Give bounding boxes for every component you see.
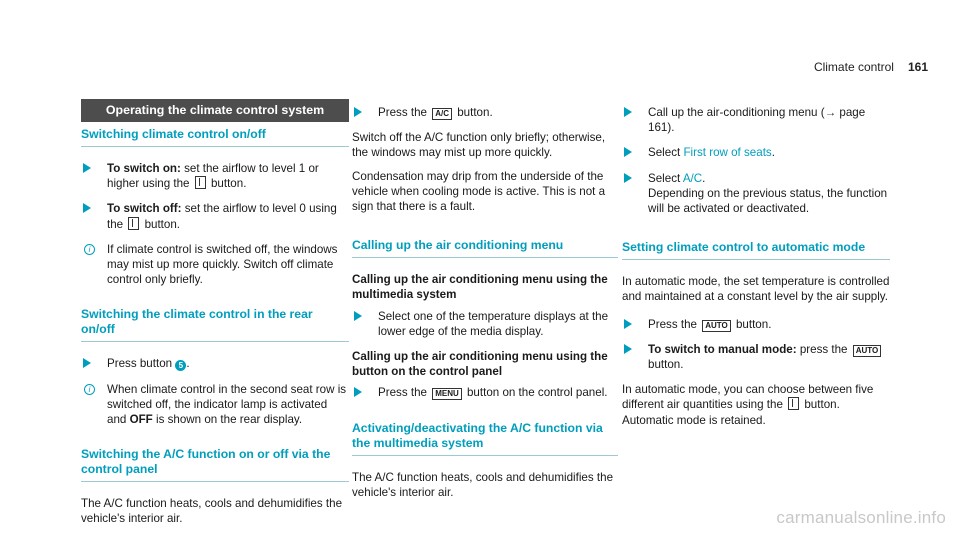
heading-ac-control-panel: Switching the A/C function on or off via the control panel [81,447,349,482]
step-text: button. [141,217,181,231]
step-text: button. [648,358,684,372]
step-text: button. [732,317,772,331]
page-number: 161 [907,60,928,74]
step-arrow-icon [354,311,362,321]
step-arrow-icon [624,344,632,354]
auto-button-icon: AUTO [702,320,731,332]
step-press-button-5 [81,356,349,371]
page-reference: → page 161 [648,106,866,135]
note-text: If climate control is switched off, the windows may mist up more quickly. Switch off climate control only briefly. [107,242,338,287]
step-arrow-icon [83,358,91,368]
step-text: Call up the air-conditioning menu ( [648,106,825,119]
menu-item-first-row: First row of seats [683,146,772,160]
step-text: Select [648,171,683,185]
step-text: Press the [378,106,431,119]
menu-button-icon: MENU [432,388,462,400]
step-manual-mode [622,342,890,372]
fan-button-icon [195,176,206,189]
step-arrow-icon [624,319,632,329]
step-text: set the airflow to level 0 using the [107,202,337,231]
step-text: Select one of the temperature displays at the lower edge of the media display. [378,309,609,338]
page-header [814,60,928,75]
step-arrow-icon [624,107,632,117]
paragraph [622,382,890,428]
paragraph: In automatic mode, the set temperature is controlled and maintained at a constant level by the air supply. [622,275,890,304]
paragraph: The A/C function heats, cools and dehumidifies the vehicle's interior air. [81,497,343,526]
heading-activating-ac-multimedia: Activating/deactivating the A/C function via the multimedia system [352,421,618,456]
auto-button-icon: AUTO [853,345,882,357]
paragraph: Condensation may drip from the underside of the vehicle when cooling mode is active. This is not a sign that there is a fault. [352,169,606,214]
step-text: . [702,171,706,185]
subheading-control-panel: Calling up the air conditioning menu using the button on the control panel [352,350,608,379]
column-2 [352,105,618,508]
step-press-ac [352,105,618,120]
subheading-multimedia: Calling up the air conditioning menu using the multimedia system [352,273,608,302]
step-text: Depending on the previous status, the function will be activated or deactivated. [648,186,888,216]
header-section: Climate control [813,60,894,74]
ac-button-icon: A/C [432,108,452,120]
step-text: press the [796,342,851,356]
column-1 [81,99,349,535]
step-label: To switch off: [107,202,182,216]
step-label: To switch to manual mode: [648,342,797,356]
step-text: Press the [378,386,431,400]
step-switch-off [81,201,349,231]
info-note [81,382,349,428]
step-text: . [186,357,190,371]
step-arrow-icon [624,173,632,183]
info-icon: i [84,244,95,255]
note-text: is shown on the rear display. [152,413,303,427]
step-arrow-icon [83,163,91,173]
step-select-first-row [622,145,890,160]
info-icon: i [84,384,95,395]
step-text: set the airflow to level 1 or higher using the [107,162,319,191]
step-arrow-icon [83,203,91,213]
step-text: Press the [648,317,701,331]
note-text: When climate control in the second seat row is switched off, the indicator lamp is activated and [107,382,347,427]
paragraph-text: button. Automatic mode is retained. [622,398,840,427]
step-arrow-icon [354,387,362,397]
step-arrow-icon [624,147,632,157]
column-3 [622,105,890,436]
step-select-temperature [352,309,618,339]
heading-switching-on-off: Switching climate control on/off [81,127,349,147]
fan-button-icon [788,397,799,410]
step-select-ac [622,171,890,217]
step-text: ). [667,121,675,135]
step-press-auto [622,317,890,332]
paragraph: The A/C function heats, cools and dehumidifies the vehicle's interior air. [352,470,614,499]
step-text: button. [453,106,493,119]
fan-button-icon [128,217,139,230]
step-text: button. [207,177,247,191]
step-call-up-menu [622,105,890,135]
step-press-menu [352,385,618,400]
step-label: To switch on: [107,162,181,175]
step-switch-on [81,161,349,191]
callout-number-badge: 5 [175,360,186,371]
step-text: Select [648,146,684,160]
paragraph: Switch off the A/C function only briefly; otherwise, the windows may mist up more quickly. [352,131,606,160]
heading-automatic-mode: Setting climate control to automatic mode [622,240,890,260]
step-arrow-icon [354,107,362,117]
watermark: carmanualsonline.info [776,507,946,527]
heading-calling-menu: Calling up the air conditioning menu [352,238,618,258]
step-text: . [771,146,775,160]
step-text: Press button [107,357,176,371]
menu-item-ac: A/C [682,171,703,185]
info-note [81,242,349,288]
step-text: button on the control panel. [463,386,608,400]
heading-rear-climate: Switching the climate control in the rear on/off [81,307,349,342]
paragraph-text: In automatic mode, you can choose between five different air quantities using the [622,383,874,412]
off-label: OFF [129,413,153,427]
section-banner: Operating the climate control system [81,99,349,122]
